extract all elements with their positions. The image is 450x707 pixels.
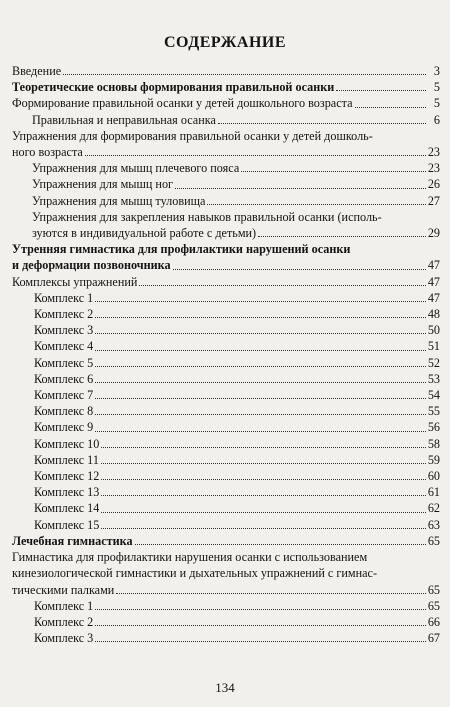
toc-entry-line: Гимнастика для профилактики нарушения осанки с использованием bbox=[12, 550, 368, 565]
toc-entry[interactable] bbox=[12, 274, 440, 290]
dot-leader bbox=[95, 301, 426, 302]
toc-entry-title: Комплекс 3 bbox=[34, 323, 94, 338]
toc-entry[interactable] bbox=[12, 582, 440, 598]
toc-entry[interactable] bbox=[12, 387, 440, 403]
toc-entry-page: 47 bbox=[427, 290, 440, 305]
toc-entry-title: зуются в индивидуальной работе с детьми) bbox=[32, 226, 257, 241]
dot-leader bbox=[139, 285, 425, 286]
toc-entry[interactable] bbox=[12, 484, 440, 500]
toc-entry-title: Упражнения для мышц ног bbox=[32, 177, 174, 192]
toc-entry-title: Теоретические основы формирования правильной осанки bbox=[12, 80, 335, 95]
toc-entry-page: 59 bbox=[427, 452, 440, 467]
toc-entry[interactable] bbox=[12, 403, 440, 419]
dot-leader bbox=[336, 90, 426, 91]
toc-entry[interactable] bbox=[12, 160, 440, 176]
toc-entry-title: Комплекс 1 bbox=[34, 290, 94, 305]
toc-entry-page: 62 bbox=[427, 501, 440, 516]
dot-leader bbox=[95, 382, 426, 383]
toc-entry-page: 65 bbox=[427, 533, 440, 548]
toc-entry-title: Лечебная гимнастика bbox=[12, 533, 133, 548]
dot-leader bbox=[101, 463, 426, 464]
toc-entry[interactable] bbox=[12, 533, 440, 549]
dot-leader bbox=[218, 123, 426, 124]
dot-leader bbox=[101, 512, 425, 513]
toc-entry-line: Упражнения для закрепления навыков правильной осанки (исполь- bbox=[32, 209, 382, 224]
toc-entry-title: Комплекс 9 bbox=[34, 420, 94, 435]
dot-leader bbox=[116, 593, 425, 594]
toc-entry-title: Упражнения для мышц туловища bbox=[32, 193, 206, 208]
toc-entry-page: 63 bbox=[427, 517, 440, 532]
toc-entry-page: 51 bbox=[427, 339, 440, 354]
toc-entry[interactable] bbox=[12, 63, 440, 79]
toc-entry[interactable] bbox=[12, 371, 440, 387]
toc-entry-page: 26 bbox=[427, 177, 440, 192]
dot-leader bbox=[101, 447, 425, 448]
toc-entry-title: Комплексы упражнений bbox=[12, 274, 138, 289]
toc-entry-title: Комплекс 2 bbox=[34, 614, 94, 629]
toc-entry-title: и деформации позвоночника bbox=[12, 258, 171, 273]
toc-entry[interactable] bbox=[12, 452, 440, 468]
toc-entry-page: 23 bbox=[427, 145, 440, 160]
toc-entry[interactable] bbox=[12, 306, 440, 322]
dot-leader bbox=[95, 366, 426, 367]
toc-entry[interactable] bbox=[12, 225, 440, 241]
toc-entry-page: 54 bbox=[427, 388, 440, 403]
page-title: СОДЕРЖАНИЕ bbox=[163, 34, 287, 51]
toc-entry-page: 66 bbox=[427, 614, 440, 629]
dot-leader bbox=[85, 155, 426, 156]
toc-entry[interactable] bbox=[12, 112, 440, 128]
toc-entry[interactable] bbox=[12, 468, 440, 484]
dot-leader bbox=[207, 204, 425, 205]
dot-leader bbox=[95, 414, 426, 415]
toc-entry[interactable] bbox=[12, 257, 440, 273]
toc-entry[interactable] bbox=[12, 630, 440, 646]
toc-entry-title: Комплекс 14 bbox=[34, 501, 100, 516]
page-number: 134 bbox=[215, 680, 235, 695]
dot-leader bbox=[95, 609, 426, 610]
toc-entry-line: Утренняя гимнастика для профилактики нарушений осанки bbox=[12, 242, 351, 257]
toc-entry-page: 55 bbox=[427, 404, 440, 419]
dot-leader bbox=[355, 107, 427, 108]
toc-entry[interactable] bbox=[12, 176, 440, 192]
toc-entry-line: Упражнения для формирования правильной осанки у детей дошколь- bbox=[12, 128, 373, 143]
dot-leader bbox=[95, 431, 426, 432]
toc-entry-title: Комплекс 15 bbox=[34, 517, 100, 532]
dot-leader bbox=[101, 528, 425, 529]
dot-leader bbox=[101, 479, 425, 480]
dot-leader bbox=[175, 188, 426, 189]
toc-entry-title: Комплекс 4 bbox=[34, 339, 94, 354]
dot-leader bbox=[95, 398, 426, 399]
toc-entry-title: Комплекс 11 bbox=[34, 452, 99, 467]
dot-leader bbox=[95, 333, 426, 334]
toc-entry[interactable] bbox=[12, 144, 440, 160]
toc-entry-title: Комплекс 8 bbox=[34, 404, 94, 419]
toc-entry-page: 27 bbox=[427, 193, 440, 208]
toc-entry[interactable] bbox=[12, 614, 440, 630]
toc-entry[interactable] bbox=[12, 290, 440, 306]
toc-entry-title: Формирование правильной осанки у детей дошкольного возраста bbox=[12, 96, 353, 111]
toc-entry[interactable] bbox=[12, 500, 440, 516]
toc-entry-page: 5 bbox=[433, 96, 440, 111]
toc-entry-title: тическими палками bbox=[12, 582, 115, 597]
toc-entry-page: 29 bbox=[427, 226, 440, 241]
toc-entry[interactable] bbox=[12, 322, 440, 338]
toc-entry-title: Комплекс 1 bbox=[34, 598, 94, 613]
toc-entry-title: Комплекс 10 bbox=[34, 436, 100, 451]
toc-entry-title: Комплекс 5 bbox=[34, 355, 94, 370]
dot-leader bbox=[95, 350, 426, 351]
toc-entry-line: кинезиологической гимнастики и дыхательных упражнений с гимнас- bbox=[12, 566, 378, 581]
toc-entry-page: 47 bbox=[427, 274, 440, 289]
toc-entry-title: ного возраста bbox=[12, 145, 83, 160]
toc-entry-page: 47 bbox=[427, 258, 440, 273]
toc-entry-page: 52 bbox=[427, 355, 440, 370]
table-of-contents bbox=[12, 63, 440, 646]
toc-entry-page: 61 bbox=[427, 485, 440, 500]
toc-entry-title: Комплекс 13 bbox=[34, 485, 100, 500]
dot-leader bbox=[241, 171, 426, 172]
toc-entry-page: 65 bbox=[427, 582, 440, 597]
toc-entry-page: 6 bbox=[433, 112, 440, 127]
toc-entry[interactable] bbox=[12, 193, 440, 209]
dot-leader bbox=[258, 236, 426, 237]
dot-leader bbox=[173, 269, 426, 270]
toc-entry[interactable] bbox=[12, 95, 440, 111]
toc-entry-title: Правильная и неправильная осанка bbox=[32, 112, 216, 127]
toc-entry-title: Комплекс 3 bbox=[34, 631, 94, 646]
toc-entry[interactable] bbox=[12, 419, 440, 435]
toc-entry[interactable] bbox=[12, 517, 440, 533]
toc-entry[interactable] bbox=[12, 79, 440, 95]
dot-leader bbox=[95, 641, 426, 642]
toc-entry-page: 65 bbox=[427, 598, 440, 613]
toc-entry-page: 58 bbox=[427, 436, 440, 451]
dot-leader bbox=[95, 317, 426, 318]
toc-entry-title: Комплекс 7 bbox=[34, 388, 94, 403]
toc-entry-page: 48 bbox=[427, 307, 440, 322]
toc-entry-title: Комплекс 12 bbox=[34, 469, 100, 484]
dot-leader bbox=[135, 544, 426, 545]
dot-leader bbox=[101, 495, 425, 496]
toc-entry-title: Комплекс 6 bbox=[34, 371, 94, 386]
toc-entry[interactable] bbox=[12, 338, 440, 354]
dot-leader bbox=[63, 74, 426, 75]
toc-entry-page: 5 bbox=[433, 80, 440, 95]
dot-leader bbox=[95, 625, 426, 626]
toc-entry-page: 53 bbox=[427, 371, 440, 386]
toc-entry-page: 23 bbox=[427, 161, 440, 176]
toc-entry-page: 56 bbox=[427, 420, 440, 435]
toc-entry-page: 50 bbox=[427, 323, 440, 338]
toc-entry-page: 3 bbox=[433, 64, 440, 78]
toc-entry-page: 67 bbox=[427, 631, 440, 646]
toc-entry[interactable] bbox=[12, 598, 440, 614]
toc-entry-title: Комплекс 2 bbox=[34, 307, 94, 322]
toc-entry[interactable] bbox=[12, 355, 440, 371]
toc-entry-title: Упражнения для мышц плечевого пояса bbox=[32, 161, 240, 176]
toc-entry[interactable] bbox=[12, 436, 440, 452]
toc-entry-page: 60 bbox=[427, 469, 440, 484]
toc-entry-title: Введение bbox=[12, 64, 62, 78]
